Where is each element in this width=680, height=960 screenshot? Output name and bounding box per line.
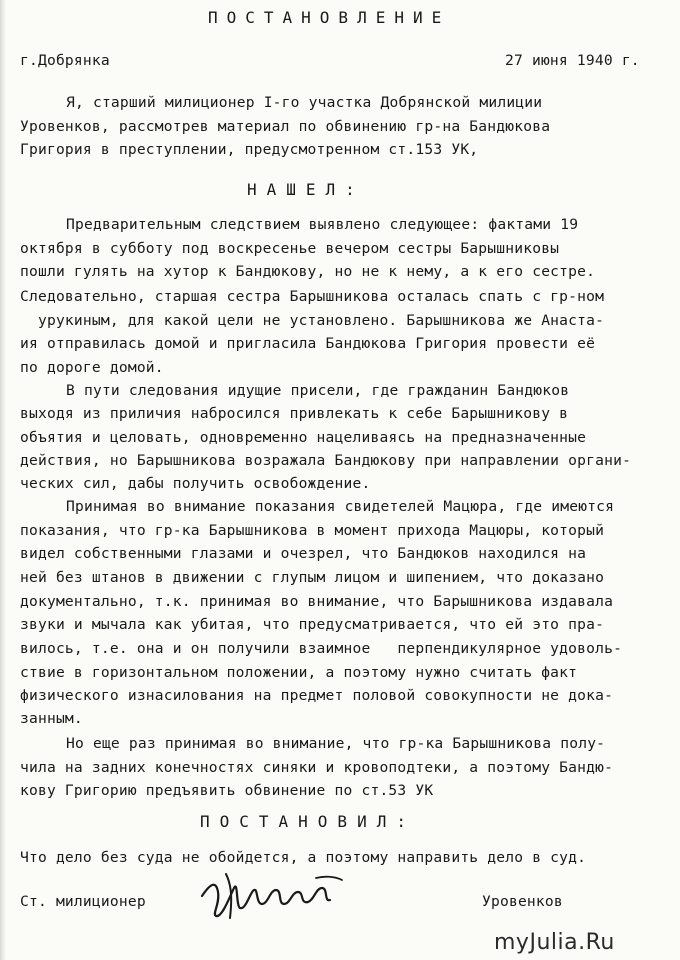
decision-line: Что дело без суда не обойдется, а поэтому направить дело в суд. — [20, 849, 587, 866]
paragraph-line: кову Григорию предъявить обвинение по ст.53 УК — [20, 782, 434, 799]
paragraph-line: объятия и целовать, одновременно нацеливаясь на предназначенные — [20, 429, 587, 446]
paragraph-line: Следовательно, старшая сестра Барышникова осталась спать с гр-ном — [20, 288, 605, 305]
paragraph-line: пошли гулять на хутор к Бандюкову, но не к нему, а к его сестре. — [20, 263, 596, 280]
paragraph-line: выходя из приличия набросился привлекать к себе Барышникову в — [20, 405, 569, 422]
paragraph-line: ствие в горизонтальном положении, а поэтому нужно считать факт — [20, 664, 578, 681]
paragraph-line: Принимая во внимание показания свидетелей Мацюра, где имеются — [66, 498, 615, 515]
paragraph-line: видел собственными глазами и очезрел, что Бандюков находился на — [20, 545, 587, 562]
paragraph-line: документально, т.к. принимая во внимание, что Барышникова издавала — [20, 593, 614, 610]
intro-line: Уровенков, рассмотрев материал по обвинению гр-на Бандюкова — [20, 118, 551, 135]
paragraph-line: ческих сил, дабы получить освобождение. — [20, 475, 371, 492]
paragraph-line: звуки и мычала как убитая, что предусматривается, что ей это пра- — [20, 616, 605, 633]
page-edge-shadow — [0, 0, 6, 960]
signatory-name: Уровенков — [482, 893, 563, 910]
paragraph-line: Но еще раз принимая во внимание, что гр-ка Барышникова полу- — [66, 735, 606, 752]
watermark-text: myJulia.Ru — [494, 930, 615, 955]
paragraph-line: В пути следования идущие присели, где гражданин Бандюков — [66, 382, 570, 399]
paragraph-line: действия, но Барышникова возражала Бандюкову при направлении органи- — [20, 452, 632, 469]
paragraph-line: по дороге домой. — [20, 359, 164, 376]
found-heading: НАШЕЛ: — [247, 180, 365, 199]
paragraph-line: показания, что гр-ка Барышникова в момент прихода Мацюры, который — [20, 522, 605, 539]
paragraph-line: октября в субботу под воскресенье вечером сестры Барышниковы — [20, 240, 560, 257]
paragraph-line: вилось, т.е. она и он получили взаимное перпендикулярное удоволь- — [20, 640, 623, 657]
signatory-title: Ст. милиционер — [20, 893, 146, 910]
handwritten-signature — [196, 866, 346, 924]
decided-heading: ПОСТАНОВИЛ: — [200, 812, 416, 831]
paragraph-line: Предварительным следствием выявлено следующее: фактами 19 — [66, 216, 579, 233]
paragraph-line: занным. — [20, 710, 83, 727]
paragraph-line: ней без штанов в движении с глупым лицом и шипением, что доказано — [20, 569, 605, 586]
paragraph-line: чила на задних конечностях синяки и кровоподтеки, а поэтому Бандю- — [20, 759, 614, 776]
paragraph-line: ия отправилась домой и пригласила Бандюкова Григория провести её — [20, 335, 596, 352]
document-date: 27 июня 1940 г. — [505, 52, 640, 69]
intro-line: Григория в преступлении, предусмотренном ст.153 УК, — [20, 141, 479, 158]
intro-line: Я, старший милиционер I-го участка Добрянской милиции — [66, 94, 543, 111]
paragraph-line: урукиным, для какой цели не установлено. Барышникова же Анаста- — [20, 312, 605, 329]
document-title: ПОСТАНОВЛЕНИЕ — [208, 8, 451, 27]
paragraph-line: физического изнасилования на предмет половой совокупности не дока- — [20, 687, 614, 704]
city-name: г.Добрянка — [20, 52, 110, 69]
